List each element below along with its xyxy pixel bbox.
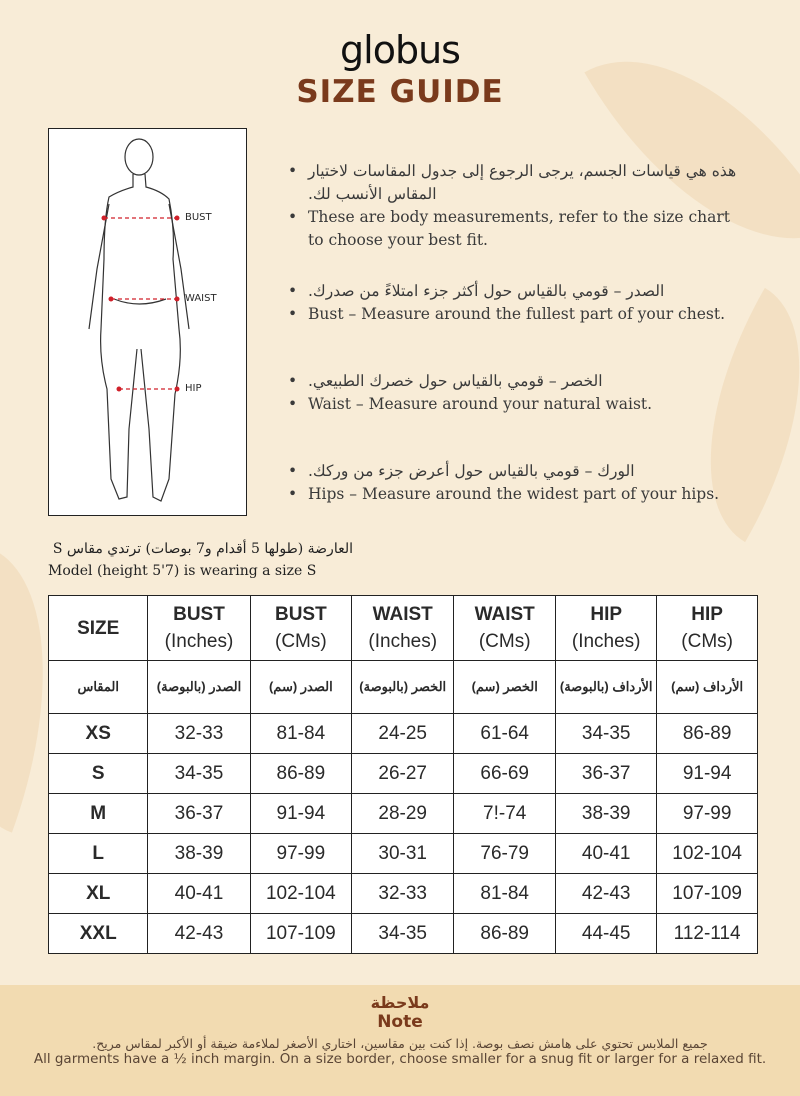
- column-header-line: SIZE: [77, 617, 120, 639]
- column-header-line: WAIST: [372, 604, 433, 625]
- hip-instruction-ar: • الورك – قومي بالقياس حول أعرض جزء من وركك.: [288, 460, 748, 483]
- measurement-cell: 86-89: [250, 754, 352, 794]
- measurement-cell: 38-39: [148, 834, 250, 874]
- size-cell: S: [49, 754, 148, 794]
- hip-instruction-en: • Hips – Measure around the widest part of your hips.: [288, 483, 748, 506]
- measurement-cell: 66-69: [454, 754, 556, 794]
- size-cell: XL: [49, 874, 148, 914]
- waist-instruction-ar: • الخصر – قومي بالقياس حول خصرك الطبيعي.: [288, 370, 748, 393]
- bust-label: BUST: [185, 212, 212, 223]
- table-row: [49, 834, 758, 874]
- brand-logo: globus: [340, 28, 460, 72]
- column-header: [250, 596, 352, 661]
- waist-label: WAIST: [185, 293, 217, 304]
- table-row: [49, 794, 758, 834]
- measurement-cell: 102-104: [250, 874, 352, 914]
- table-row: [49, 754, 758, 794]
- column-header-line: HIP: [590, 604, 623, 625]
- measurement-cell: 81-84: [250, 714, 352, 754]
- measurement-cell: 7!-74: [454, 794, 556, 834]
- size-cell: L: [49, 834, 148, 874]
- column-header: [556, 596, 657, 661]
- page-title: SIZE GUIDE: [296, 74, 504, 110]
- table-row: [49, 714, 758, 754]
- measurement-cell: 86-89: [657, 714, 758, 754]
- column-header-ar: الخصر (بالبوصة): [352, 661, 454, 714]
- column-header-line: BUST: [173, 604, 225, 625]
- column-header-ar: الخصر (سم): [454, 661, 556, 714]
- measurement-cell: 34-35: [148, 754, 250, 794]
- column-header-ar: الصدر (سم): [250, 661, 352, 714]
- table-row: [49, 874, 758, 914]
- column-header-line: (Inches): [368, 631, 438, 652]
- measurement-cell: 42-43: [556, 874, 657, 914]
- model-info-ar: العارضة (طولها 5 أقدام و7 بوصات) ترتدي مقاس S: [52, 541, 353, 557]
- column-header-line: (CMs): [275, 631, 327, 652]
- note-title-ar: ملاحظة: [370, 993, 430, 1012]
- note-text-ar: جميع الملابس تحتوي على هامش نصف بوصة. إذا كنت بين مقاسين، اختاري الأصغر لملاءمة ضيقة أو الأكبر لمقاس مريح.: [92, 1036, 708, 1051]
- measurement-cell: 36-37: [556, 754, 657, 794]
- measurement-cell: 30-31: [352, 834, 454, 874]
- column-header-ar: المقاس: [49, 661, 148, 714]
- measurement-cell: 107-109: [250, 914, 352, 954]
- column-header-line: (Inches): [164, 631, 234, 652]
- measurement-cell: 107-109: [657, 874, 758, 914]
- measurement-cell: 44-45: [556, 914, 657, 954]
- column-header-ar: الأرداف (سم): [657, 661, 758, 714]
- body-outline-illustration: [49, 129, 246, 515]
- column-header: [454, 596, 556, 661]
- model-info: [48, 538, 353, 582]
- measurement-cell: 42-43: [148, 914, 250, 954]
- measurement-cell: 81-84: [454, 874, 556, 914]
- instruction-ar: • هذه هي قياسات الجسم، يرجى الرجوع إلى جدول المقاسات لاختيار المقاس الأنسب لك.: [288, 160, 748, 206]
- size-cell: XXL: [49, 914, 148, 954]
- measurement-cell: 61-64: [454, 714, 556, 754]
- model-info-en: Model (height 5'7) is wearing a size S: [48, 563, 317, 579]
- column-header-line: BUST: [274, 604, 327, 625]
- measurement-cell: 40-41: [556, 834, 657, 874]
- measurement-cell: 34-35: [556, 714, 657, 754]
- column-header: [352, 596, 454, 661]
- table-row: [49, 914, 758, 954]
- measurement-cell: 91-94: [250, 794, 352, 834]
- note-title-en: Note: [377, 1012, 423, 1032]
- column-header: [148, 596, 250, 661]
- arabic-header-row: [49, 661, 758, 714]
- measurement-cell: 36-37: [148, 794, 250, 834]
- waist-instruction-en: • Waist – Measure around your natural waist.: [288, 393, 748, 416]
- measurement-cell: 76-79: [454, 834, 556, 874]
- measurement-cell: 32-33: [148, 714, 250, 754]
- measurement-cell: 91-94: [657, 754, 758, 794]
- column-header: [49, 596, 148, 661]
- measurement-cell: 26-27: [352, 754, 454, 794]
- bust-instruction-en: • Bust – Measure around the fullest part of your chest.: [288, 303, 748, 326]
- measurement-cell: 24-25: [352, 714, 454, 754]
- size-cell: M: [49, 794, 148, 834]
- column-header-line: (Inches): [571, 631, 641, 652]
- column-header-line: WAIST: [474, 604, 535, 625]
- measurement-cell: 97-99: [657, 794, 758, 834]
- note-section: [0, 985, 800, 1096]
- measurement-cell: 32-33: [352, 874, 454, 914]
- measurement-cell: 34-35: [352, 914, 454, 954]
- column-header-line: HIP: [691, 604, 723, 625]
- measurement-cell: 38-39: [556, 794, 657, 834]
- measurement-cell: 97-99: [250, 834, 352, 874]
- measurement-cell: 28-29: [352, 794, 454, 834]
- hip-label: HIP: [185, 383, 202, 394]
- note-text-en: All garments have a ½ inch margin. On a size border, choose smaller for a snug fit or larger for a relaxed fit.: [33, 1051, 767, 1067]
- column-header-line: (CMs): [681, 631, 733, 652]
- column-header-ar: الصدر (بالبوصة): [148, 661, 250, 714]
- bust-instruction-ar: • الصدر – قومي بالقياس حول أكثر جزء امتلاءً من صدرك.: [288, 280, 748, 303]
- body-measurement-figure: [48, 128, 247, 516]
- size-chart-table: [48, 595, 758, 954]
- size-cell: XS: [49, 714, 148, 754]
- measurement-cell: 40-41: [148, 874, 250, 914]
- measurement-cell: 112-114: [657, 914, 758, 954]
- column-header-line: (CMs): [478, 631, 531, 652]
- measurement-cell: 102-104: [657, 834, 758, 874]
- column-header-ar: الأرداف (بالبوصة): [556, 661, 657, 714]
- column-header: [657, 596, 758, 661]
- header-row: [49, 596, 758, 661]
- measurement-cell: 86-89: [454, 914, 556, 954]
- instruction-en: • These are body measurements, refer to the size chart to choose your best fit.: [288, 206, 748, 252]
- measurement-instructions: [288, 160, 748, 534]
